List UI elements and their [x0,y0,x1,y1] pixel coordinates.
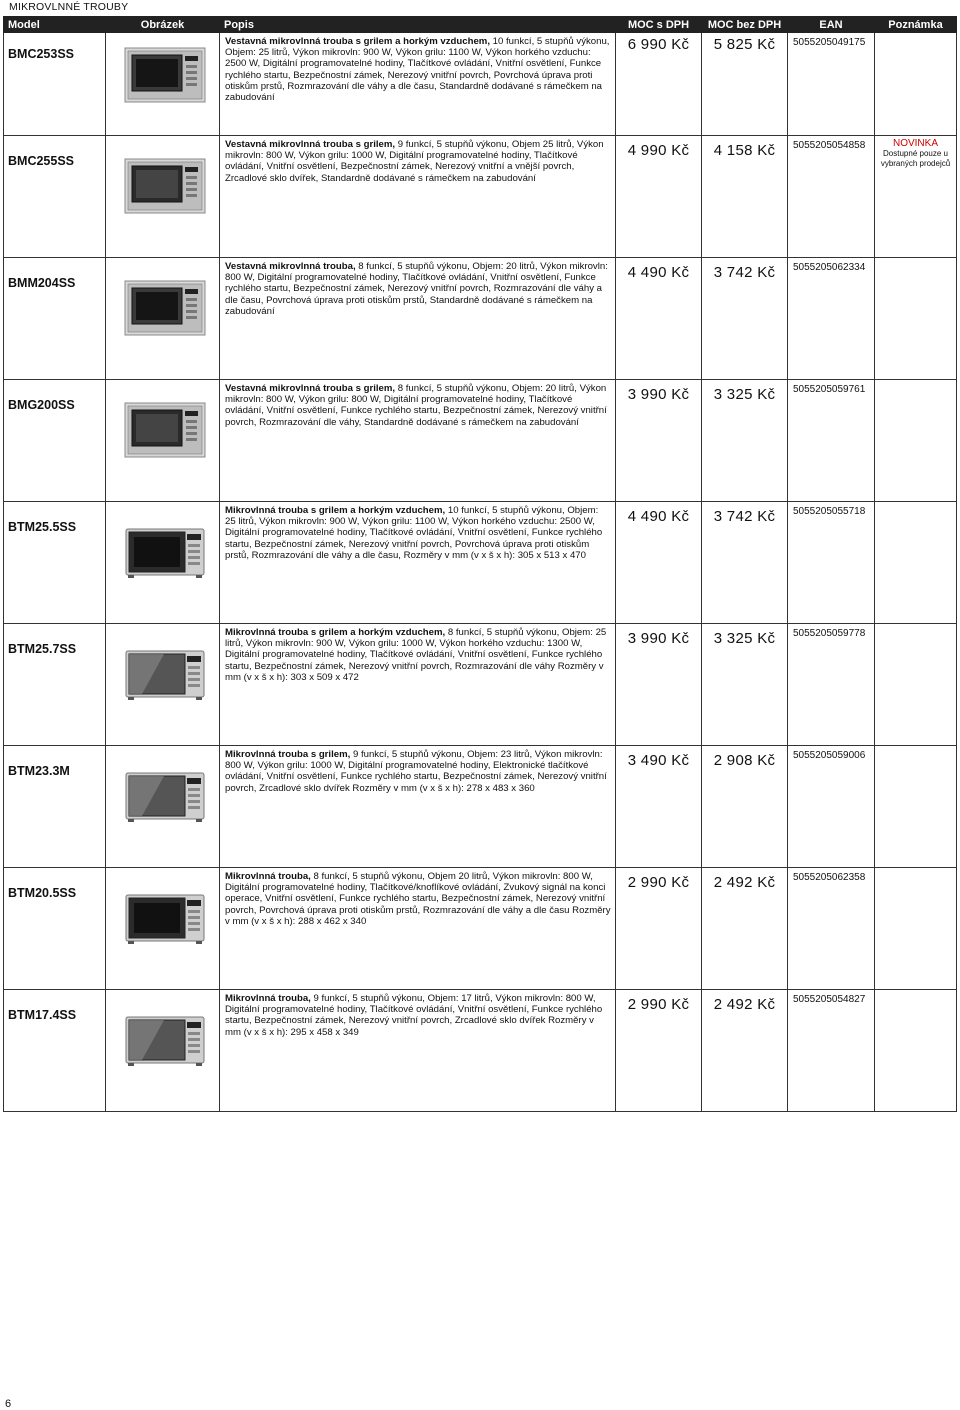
note-cell [875,258,957,380]
column-header-price-novat: MOC bez DPH [702,17,788,33]
price-vat-cell [616,136,702,258]
column-header-ean: EAN [788,17,875,33]
ean-cell [788,136,875,258]
ean-cell [788,380,875,502]
description-text: 8 funkcí, 5 stupňů výkonu, Objem: 20 litrů, Výkon mikrovln: 800 W, Výkon grilu: 800 W, Digitální programovatelné hodiny, Tlačítkové ovládání, Vnitřní osvětlení, Funkce rychlého startu, Bezpečnostní zámek, Nerezový vnitřní povrch, Rozmrazování dle váhy, Standardně dodávané s rámečkem na zabudování [225,383,607,428]
note-badge: NOVINKA [892,138,938,149]
price-vat: 2 990 Kč [627,874,690,891]
ean-cell [788,258,875,380]
model-name: BMC255SS [8,154,74,168]
image-cell [106,380,220,502]
price-vat-cell [616,258,702,380]
description-text: 9 funkcí, 5 stupňů výkonu, Objem 25 litrů, Výkon mikrovln: 800 W, Výkon grilu: 1000 W, Digitální programovatelné hodiny, Tlačítkové ovládání, Vnitřní osvětlení, Bezpečnostní zámek, Nerezový vnitřní a vnější povrch, Zrcadlové sklo dvířek, Standardně dodávané s rámečkem na zabudování [225,139,604,184]
model-name: BTM25.7SS [8,642,77,656]
table-row [4,868,957,990]
price-vat: 3 490 Kč [627,752,690,769]
ean-code: 5055205059778 [793,628,866,639]
ean-cell [788,990,875,1112]
price-novat-cell [702,136,788,258]
price-novat-cell [702,33,788,136]
description-lead: Mikrovlnná trouba, [225,993,311,1004]
column-header-model: Model [4,17,106,33]
price-novat-cell [702,380,788,502]
price-vat: 4 990 Kč [627,142,690,159]
ean-code: 5055205059006 [793,750,866,761]
price-vat-cell [616,990,702,1112]
price-novat-cell [702,624,788,746]
image-cell [106,136,220,258]
description-cell [220,136,616,258]
table-header-row [4,17,957,33]
description-cell [220,868,616,990]
model-name: BMC253SS [8,47,74,61]
description-cell [220,380,616,502]
note-cell [875,868,957,990]
price-novat-cell [702,502,788,624]
description-lead: Mikrovlnná trouba s grilem a horkým vzduchem, [225,627,446,638]
column-header-image: Obrázek [106,17,220,33]
note-cell [875,746,957,868]
price-vat: 3 990 Kč [627,386,690,403]
description-text: 9 funkcí, 5 stupňů výkonu, Objem: 17 litrů, Výkon mikrovln: 800 W, Digitální programovatelné hodiny, Tlačítkové ovládání, Vnitřní osvětlení, Funkce rychlého startu, Bezpečnostní zámek, Nerezový vnitřní povrch, Zrcadlové sklo dvířek Rozměry v mm (v x š x h): 295 x 458 x 349 [225,993,603,1038]
page-title: MIKROVLNNÉ TROUBY [9,1,129,13]
price-novat: 4 158 Kč [713,142,776,159]
image-cell [106,624,220,746]
price-vat: 6 990 Kč [627,36,690,53]
model-name: BMM204SS [8,276,76,290]
price-vat-cell [616,380,702,502]
model-cell [4,258,106,380]
note-cell [875,380,957,502]
description-cell [220,746,616,868]
price-vat-cell [616,502,702,624]
page-number: 6 [5,1398,12,1410]
price-vat-cell [616,624,702,746]
price-vat-cell [616,868,702,990]
ean-code: 5055205062334 [793,262,866,273]
ean-cell [788,746,875,868]
description-lead: Vestavná mikrovlnná trouba s grilem, [225,383,396,394]
note-cell [875,33,957,136]
image-cell [106,868,220,990]
description-text: 10 funkcí, 5 stupňů výkonu, Objem: 25 litrů, Výkon mikrovln: 900 W, Výkon grilu: 1100 W, Výkon horkého vzduchu: 2500 W, Digitální programovatelné hodiny, Tlačítkové ovládání, Vnitřní osvětlení, Funkce rychlého startu, Bezpečnostní zámek, Nerezový vnitřní povrch, Povrchová úprava proti otiskům prstů, Rozmrazování dle váhy a dle času, Standardně dodávané s rámečkem na zabudování [225,36,610,104]
table-row [4,624,957,746]
model-cell [4,380,106,502]
ean-cell [788,33,875,136]
description-text: 9 funkcí, 5 stupňů výkonu, Objem: 23 litrů, Výkon mikrovln: 800 W, Výkon grilu: 1000 W, Digitální programovatelné hodiny, Elektronické tlačítkové ovládání, Vnitřní osvětlení, Funkce rychlého startu, Bezpečnostní zámek, Nerezový vnitřní povrch, Zrcadlové sklo dvířek Rozměry v mm (v x š x h): 278 x 483 x 360 [225,749,607,794]
price-novat: 3 742 Kč [713,508,776,525]
model-cell [4,746,106,868]
price-vat-cell [616,746,702,868]
model-name: BTM20.5SS [8,886,77,900]
model-cell [4,990,106,1112]
price-novat: 2 492 Kč [713,874,776,891]
price-novat: 3 325 Kč [713,386,776,403]
table-row [4,990,957,1112]
description-text: 8 funkcí, 5 stupňů výkonu, Objem 20 litrů, Výkon mikrovln: 800 W, Digitální programovatelné hodiny, Tlačítkové/knoflíkové ovládání, Zvukový signál na konci operace, Vnitřní osvětlení, Funkce rychlého startu, Bezpečnostní zámek, Nerezový vnitřní povrch, Povrchová úprava proti otiskům prstů, Rozmrazování dle váhy a dle času Rozměry v mm (v x š x h): 288 x 462 x 340 [225,871,611,927]
description-lead: Mikrovlnná trouba, [225,871,311,882]
price-novat: 2 908 Kč [713,752,776,769]
model-cell [4,624,106,746]
description-text: 10 funkcí, 5 stupňů výkonu, Objem: 25 litrů, Výkon mikrovln: 900 W, Výkon grilu: 1100 W, Výkon horkého vzduchu: 2500 W, Digitální programovatelné hodiny, Tlačítkové ovládání, Vnitřní osvětlení, Funkce rychlého startu, Bezpečnostní zámek, Nerezový vnitřní povrch, Povrchová úprava proti otiskům prstů, Rozmrazování dle váhy a dle času, Rozměry v mm (v x š x h): 305 x 513 x 470 [225,505,603,561]
ean-code: 5055205054858 [793,140,866,151]
note-cell [875,136,957,258]
model-cell [4,136,106,258]
description-cell [220,502,616,624]
description-lead: Mikrovlnná trouba s grilem a horkým vzduchem, [225,505,446,516]
ean-code: 5055205054827 [793,994,866,1005]
ean-cell [788,624,875,746]
price-novat-cell [702,258,788,380]
price-vat: 2 990 Kč [627,996,690,1013]
table-row [4,380,957,502]
table-row [4,136,957,258]
price-vat: 4 490 Kč [627,508,690,525]
table-row [4,502,957,624]
description-text: 8 funkcí, 5 stupňů výkonu, Objem: 20 litrů, Výkon mikrovln: 800 W, Digitální programovatelné hodiny, Tlačítkové ovládání, Vnitřní osvětlení, Funkce rychlého startu, Bezpečnostní zámek, Nerezový vnitřní povrch, Rozmrazování dle váhy a dle času, Povrchová úprava proti otiskům prstů, Standardně dodávané s rámečkem na zabudování [225,261,608,317]
ean-code: 5055205049175 [793,37,866,48]
ean-cell [788,868,875,990]
description-cell [220,624,616,746]
price-vat: 4 490 Kč [627,264,690,281]
price-novat: 3 325 Kč [713,630,776,647]
image-cell [106,746,220,868]
price-novat-cell [702,990,788,1112]
model-name: BMG200SS [8,398,75,412]
image-cell [106,258,220,380]
note-cell [875,624,957,746]
ean-code: 5055205062358 [793,872,866,883]
description-lead: Mikrovlnná trouba s grilem, [225,749,351,760]
description-cell [220,258,616,380]
note-cell [875,990,957,1112]
description-text: 8 funkcí, 5 stupňů výkonu, Objem: 25 litrů, Výkon mikrovln: 900 W, Výkon grilu: 1000 W, Výkon horkého vzduchu: 1300 W, Digitální programovatelné hodiny, Tlačítkové ovládání, Vnitřní osvětlení, Funkce rychlého startu, Bezpečnostní zámek, Nerezový vnitřní povrch, Rozmrazování dle váhy Rozměry v mm (v x š x h): 303 x 509 x 472 [225,627,607,683]
table-row [4,746,957,868]
note-cell [875,502,957,624]
description-lead: Vestavná mikrovlnná trouba, [225,261,356,272]
price-novat: 3 742 Kč [713,264,776,281]
table-row [4,33,957,136]
model-name: BTM25.5SS [8,520,77,534]
ean-cell [788,502,875,624]
description-cell [220,990,616,1112]
image-cell [106,33,220,136]
column-header-note: Poznámka [875,17,957,33]
price-novat-cell [702,746,788,868]
price-novat: 5 825 Kč [713,36,776,53]
model-cell [4,868,106,990]
price-novat: 2 492 Kč [713,996,776,1013]
table-row [4,258,957,380]
ean-code: 5055205059761 [793,384,866,395]
model-cell [4,502,106,624]
description-lead: Vestavná mikrovlnná trouba s grilem a horkým vzduchem, [225,36,490,47]
product-table [3,16,957,1112]
model-cell [4,33,106,136]
ean-code: 5055205055718 [793,506,866,517]
model-name: BTM17.4SS [8,1008,77,1022]
note-text: Dostupné pouze u vybraných prodejců [880,149,951,168]
model-name: BTM23.3M [8,764,70,778]
price-vat-cell [616,33,702,136]
price-novat-cell [702,868,788,990]
column-header-price-vat: MOC s DPH [616,17,702,33]
description-lead: Vestavná mikrovlnná trouba s grilem, [225,139,396,150]
image-cell [106,990,220,1112]
image-cell [106,502,220,624]
price-vat: 3 990 Kč [627,630,690,647]
description-cell [220,33,616,136]
column-header-description: Popis [220,17,616,33]
